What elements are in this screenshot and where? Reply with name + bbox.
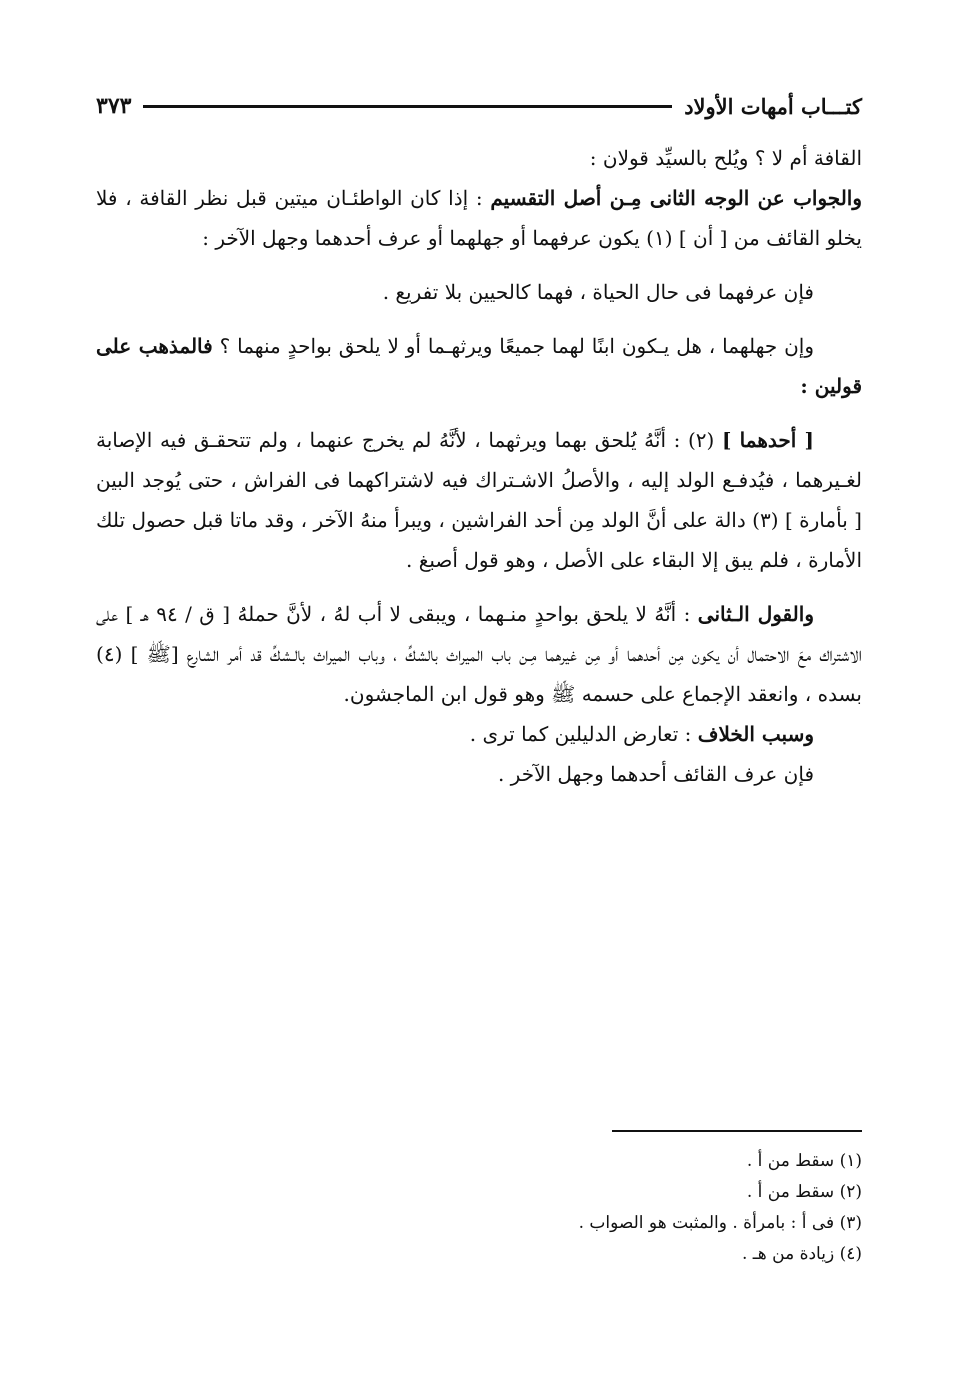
paragraph-2-text: : إذا كان الواطئـان ميتين قبل نظر القافة ، فلا يخلو القائف من [ أن ] (١) يكون عرفهما أو جهلهما أو عرف أحدهما وجهل الآخر :	[96, 186, 862, 250]
page	[96, 86, 862, 794]
footnote-rule	[612, 1130, 862, 1132]
section-heading-second-aspect: والجواب عن الوجه الثانى مِـن أصل التقسيم	[490, 186, 863, 210]
first-opinion-label: [ أحدهما ]	[721, 428, 814, 452]
paragraph-3: فإن عرفهما فى حال الحياة ، فهما كالحيين بلا تفريع .	[382, 280, 814, 304]
paragraph-8: فإن عرف القائف أحدهما وجهل الآخر .	[497, 762, 814, 786]
header-rule	[143, 105, 672, 108]
paragraph-4	[96, 326, 862, 406]
page-number: ٣٧٣	[96, 93, 132, 119]
paragraph-6-text: : أنَّهُ لا يلحق بواحدٍ منـهما ، ويبقى لا أب لهُ ، لأنَّ حملهُ [ ق / ٩٤ هـ ] على الاشتراك معَ الاحتمال أن يكون مِن أحدهما أو مِن غيرهما مِـن باب الميراث بالشكِّ ، وباب الميراث بالـشكِّ قد أمر الشارع [ﷺ ] (٤) بسده ، وانعقد الإجماع على حسمه ﷺ وهو قول ابن الماجشون.	[96, 602, 862, 706]
footnote-4: (٤) زيادة من هـ .	[741, 1244, 862, 1264]
doctrine-heading: فالمذهب على قولين :	[96, 334, 862, 398]
cause-of-dispute-label: وسبب الخلاف	[697, 722, 814, 746]
paragraph-4-text: وإن جهلهما ، هل يـكون ابنًا لهما جميعًا ويرثهـما أو لا يلحق بواحدٍ منهما ؟	[212, 334, 815, 358]
paragraph-5-text: (٢) : أنَّهُ يُلحق بهما ويرثهما ، لأنَّهُ لم يخرج عنهما ، ولم تتحقـق فيه الإصابة لغـيرهما ، فيُدفـع الولد إليه ، والأصلُ الاشـتراك فيه لاشتراكهما فى الفراش ، حتى يُوجد البين [ بأمارة ] (٣) دالة على أنَّ الولد مِن أحد الفراشين ، ويبرأ منهُ الآخر ، وقد ماتا قبل حصول تلك الأمارة ، فلم يبق إلا البقاء على الأصل ، وهو قول أصبغ .	[96, 428, 862, 572]
book-title: كتـــاب أمهات الأولاد	[684, 93, 862, 119]
footnote-1: (١) سقط من أ .	[746, 1151, 862, 1171]
footnote-3: (٣) فى أ : بامرأة . والمثبت هو الصواب .	[578, 1213, 862, 1233]
paragraph-7	[96, 714, 862, 754]
main-text	[96, 138, 862, 794]
paragraph-2	[96, 178, 862, 258]
footnotes	[96, 1130, 862, 1270]
footnote-2: (٢) سقط من أ .	[746, 1182, 862, 1202]
paragraph-5	[96, 420, 862, 580]
running-header	[96, 86, 862, 126]
paragraph-7-text: : تعارض الدليلين كما ترى .	[469, 722, 698, 746]
paragraph-1: القافة أم لا ؟ ويُلح بالسيِّد قولان :	[589, 146, 862, 170]
paragraph-6	[96, 594, 862, 714]
second-opinion-label: والقول الـثانى	[697, 602, 814, 626]
